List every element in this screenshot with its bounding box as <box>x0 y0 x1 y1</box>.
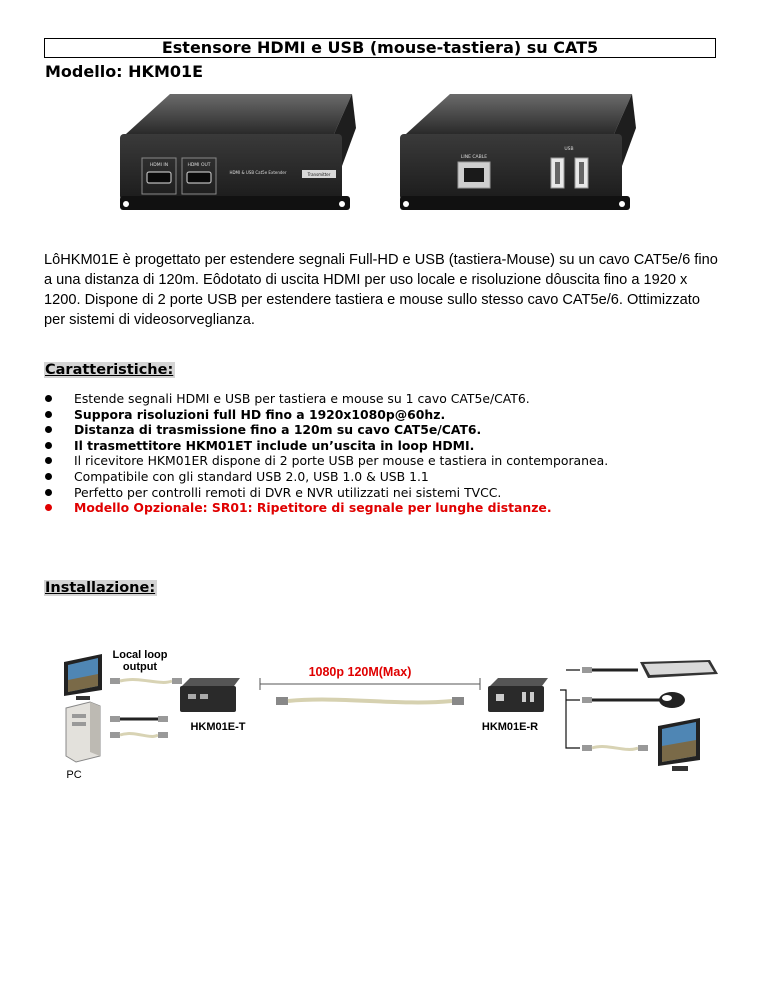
tx-port2-label: HDMI OUT <box>187 163 211 168</box>
bullet-icon <box>45 442 52 449</box>
rx-device-icon <box>488 678 548 712</box>
list-item: Suppora risoluzioni full HD fino a 1920x1080p@60hz. <box>44 407 744 423</box>
bullet-icon <box>45 411 52 418</box>
list-item: Compatibile con gli standard USB 2.0, USB 1.0 & USB 1.1 <box>44 469 744 485</box>
bullet-icon <box>45 426 52 433</box>
tx-port1-label: HDMI IN <box>149 163 169 168</box>
bullet-icon <box>45 504 52 511</box>
tx-product-label: HDMI & USB Cat5e Extender <box>229 170 287 175</box>
pc-icon <box>66 702 100 762</box>
list-item: Estende segnali HDMI e USB per tastiera e mouse su 1 cavo CAT5e/CAT6. <box>44 391 744 407</box>
bullet-icon <box>45 457 52 464</box>
tx-badge: Transmitter <box>307 172 331 177</box>
cat5-cable-icon <box>276 697 464 705</box>
pc-label: PC <box>66 769 82 781</box>
model-label: Modello: HKM01E <box>45 62 204 81</box>
distance-label: 1080p 120M(Max) <box>308 665 412 679</box>
list-item: Il trasmettitore HKM01ET include un’uscita in loop HDMI. <box>44 438 744 454</box>
tx-label: HKM01E-T <box>190 721 246 733</box>
rx-usb-label: USB <box>564 147 574 152</box>
local-loop-label-2: output <box>122 661 158 673</box>
receiver-image <box>394 88 640 220</box>
features-heading: Caratteristiche: <box>45 362 174 378</box>
list-item: Il ricevitore HKM01ER dispone di 2 porte USB per mouse e tastiera in contemporanea. <box>44 453 744 469</box>
features-list <box>44 391 744 516</box>
local-loop-label: Local loop <box>112 649 168 661</box>
list-item: Perfetto per controlli remoti di DVR e NVR utilizzati nei sistemi TVCC. <box>44 485 744 501</box>
list-item: Modello Opzionale: SR01: Ripetitore di segnale per lunghe distanze. <box>44 500 744 516</box>
bullet-icon <box>45 489 52 496</box>
local-monitor-icon <box>64 654 102 700</box>
list-item: Distanza di trasmissione fino a 120m su cavo CAT5e/CAT6. <box>44 422 744 438</box>
bullet-icon <box>45 395 52 402</box>
usb-mouse-cable-icon <box>582 697 660 703</box>
keyboard-icon <box>640 660 718 678</box>
intro-paragraph: LôHKM01E è progettato per estendere segnali Full-HD e USB (tastiera-Mouse) su un cavo CAT5e/6 fino a una distanza di 120m. Eôdotato di uscita HDMI per uso locale e risoluzione dôuscita fino a 1920 x 1200. Dispone di 2 porte USB per estendere tastiera e mouse sullo stesso cavo CAT5e/6. Ottimizzato per sistemi di videosorveglianza. <box>44 252 718 328</box>
hdmi-monitor-cable-icon <box>582 745 648 751</box>
usb-keyboard-cable-icon <box>582 667 638 673</box>
usb-cable-icon <box>110 716 168 722</box>
hdmi-loop-cable-icon <box>110 678 182 684</box>
rx-port-label: LINE CABLE <box>460 155 488 160</box>
bullet-icon <box>45 473 52 480</box>
installation-heading: Installazione: <box>45 580 156 596</box>
rx-label: HKM01E-R <box>481 721 539 733</box>
mouse-icon <box>659 692 685 708</box>
document-title: Estensore HDMI e USB (mouse-tastiera) su CAT5 <box>44 38 716 58</box>
hdmi-cable-icon <box>110 732 168 738</box>
remote-monitor-icon <box>658 718 700 771</box>
transmitter-image <box>112 88 360 220</box>
tx-device-icon <box>180 678 240 712</box>
installation-diagram <box>60 648 720 788</box>
